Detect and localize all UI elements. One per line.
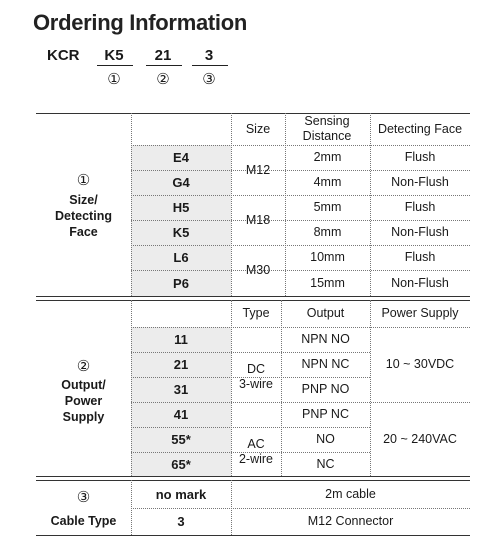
table-row-distance: 10mm <box>310 250 345 264</box>
section3-label: Cable Type <box>50 513 117 528</box>
table-row-output: PNP NC <box>301 407 349 421</box>
model-part-2: 21 <box>154 47 172 64</box>
table-row-output: PNP NO <box>301 382 350 396</box>
table-row-desc: M12 Connector <box>307 514 394 528</box>
section1-label-line3: Face <box>69 224 98 239</box>
table-row-code: 55* <box>171 432 191 447</box>
table-row-distance: 15mm <box>310 275 345 290</box>
section1-bottom-rule <box>36 296 470 297</box>
table-row-face: Flush <box>404 250 436 264</box>
table-row-distance: 4mm <box>313 175 342 189</box>
table-row-output: NO <box>316 432 335 446</box>
model-part-3: 3 <box>204 47 214 64</box>
section2-label-line3: Supply <box>62 409 105 424</box>
section2-bottom-rule <box>36 476 470 477</box>
table-row-distance: 2mm <box>313 150 342 164</box>
code-underline-2 <box>146 65 182 66</box>
page-title: Ordering Information <box>33 10 248 35</box>
table-row-code: L6 <box>173 250 189 265</box>
table-row-face: Non-Flush <box>391 225 449 239</box>
table-row-output: NPN NC <box>301 357 350 371</box>
model-part-1: K5 <box>104 47 124 64</box>
section2-label-line2: Power <box>64 393 103 408</box>
supply-ac: 20 ~ 240VAC <box>383 431 457 446</box>
table-row-code: G4 <box>172 175 190 190</box>
header-detecting-face: Detecting Face <box>377 121 463 136</box>
table-row-code: 31 <box>173 382 189 397</box>
section1-label-line2: Detecting <box>55 208 112 223</box>
header-power-supply: Power Supply <box>381 306 459 320</box>
section2-marker: ② <box>76 357 91 375</box>
section3-marker: ③ <box>76 488 91 506</box>
code-underline-1 <box>97 65 133 66</box>
table-row-face: Flush <box>404 150 436 164</box>
table-row-output: NC <box>316 456 335 471</box>
size-m30: M30 <box>245 263 271 277</box>
section1-marker: ① <box>76 171 91 189</box>
table-row-distance: 8mm <box>313 225 342 239</box>
table-row-distance: 5mm <box>313 200 342 214</box>
table-row-code: 65* <box>171 456 191 472</box>
table-row-code: P6 <box>173 275 189 291</box>
table-row-face: Flush <box>404 200 436 214</box>
table-row-code: no mark <box>155 486 207 502</box>
table-row-desc: 2m cable <box>325 486 376 501</box>
type-dc-3wire: DC 3-wire <box>238 362 274 391</box>
header-type: Type <box>242 306 270 320</box>
table-row-face: Non-Flush <box>391 175 449 189</box>
size-m18: M18 <box>245 212 271 227</box>
section2-label-line1: Output/ <box>61 377 106 392</box>
header-sensing-distance: Sensing Distance <box>302 114 352 143</box>
table-row-code: H5 <box>172 200 190 215</box>
header-output: Output <box>306 306 345 320</box>
table-row-code: K5 <box>172 225 190 240</box>
table-row-code: 21 <box>173 357 189 372</box>
section1-label-line1: Size/ <box>69 192 98 207</box>
code-marker-1: ① <box>107 71 121 88</box>
table-bottom-rule <box>36 535 470 536</box>
type-ac-2wire: AC 2-wire <box>238 436 274 466</box>
model-prefix: KCR <box>47 47 80 64</box>
table-row-code: 11 <box>174 332 188 347</box>
table-row-code: 3 <box>177 514 185 529</box>
table-row-face: Non-Flush <box>391 275 449 290</box>
code-marker-2: ② <box>156 71 170 88</box>
table-row-output: NPN NO <box>301 332 350 346</box>
code-marker-3: ③ <box>202 71 216 88</box>
table-row-code: 41 <box>173 407 189 422</box>
size-m12: M12 <box>245 162 271 177</box>
table-row-code: E4 <box>173 150 189 165</box>
header-size: Size <box>245 121 271 136</box>
supply-dc: 10 ~ 30VDC <box>385 357 455 371</box>
code-underline-3 <box>192 65 228 66</box>
